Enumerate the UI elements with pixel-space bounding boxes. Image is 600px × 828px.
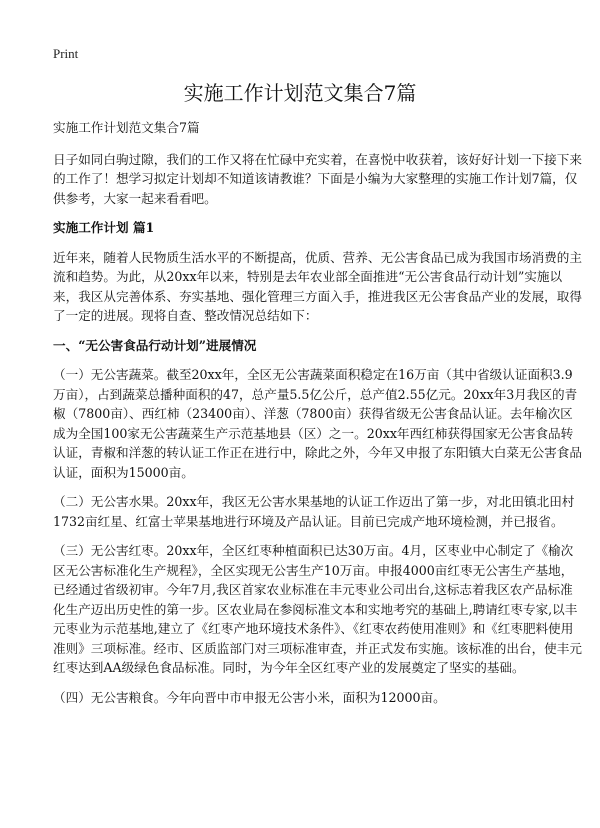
intro-paragraph: 日子如同白驹过隙，我们的工作又将在忙碌中充实着，在喜悦中收获着，该好好计划一下接下来的工作了！想学习拟定计划却不知道该请教谁？下面是小编为大家整理的实施工作计划7篇，仅供参考，大家一起来看看吧。 xyxy=(53,151,582,206)
paragraph-grain: （四）无公害粮食。今年向晋中市申报无公害小米，面积为12000亩。 xyxy=(53,689,446,705)
print-link[interactable]: Print xyxy=(53,46,79,61)
paragraph-fruits: （二）无公害水果。20xx年，我区无公害水果基地的认证工作迈出了第一步，对北田镇北田村1732亩红星、红富士苹果基地进行环境及产品认证。目前已完成产地环境检测，并已报省。 xyxy=(53,494,575,529)
page-title: 实施工作计划范文集合7篇 xyxy=(183,81,417,105)
section-intro-paragraph: 近年来，随着人民物质生活水平的不断提高，优质、营养、无公害食品已成为我国市场消费的主流和趋势。为此，从20xx年以来，特别是去年农业部全面推进“无公害食品行动计划”实施以来，我区从完善体系、夯实基地、强化管理三方面入手，推进我区无公害食品产业的发展，取得了一定的进展。现将自查、整改情况总结如下： xyxy=(53,249,582,323)
paragraph-jujube: （三）无公害红枣。20xx年，全区红枣种植面积已达30万亩。4月，区枣业中心制定了《榆次区无公害标准化生产规程》，全区实现无公害生产10万亩。申报4000亩红枣无公害生产基地，已经通过省级初审。今年7月,我区首家农业标准在丰元枣业公司出台,这标志着我区农产品标准化生产迈出历史性的第一步。区农业局在参阅标准文本和实地考究的基础上,聘请红枣专家,以丰元枣业为示范基地,建立了《红枣产地环境技术条件》、《红枣农药使用准则》和《红枣肥料使用准则》三项标准。经市、区质监部门对三项标准审查，并正式发布实施。该标准的出台，使丰元红枣达到AA级绿色食品标准。同时，为今年全区红枣产业的发展奠定了坚实的基础。 xyxy=(53,543,582,675)
paragraph-vegetables: （一）无公害蔬菜。截至20xx年，全区无公害蔬菜面积稳定在16万亩（其中省级认证面积3.9万亩），占到蔬菜总播种面积的47，总产量5.5亿公斤，总产值2.55亿元。20xx年3月我区的青椒（7800亩）、西红柿（23400亩）、洋葱（7800亩）获得省级无公害食品认证。去年榆次区成为全国100家无公害蔬菜生产示范基地县（区）之一。20xx年西红柿获得国家无公害食品转认证，青椒和洋葱的转认证工作正在进行中，除此之外，今年又申报了东阳镇大白菜无公害食品认证，面积为15000亩。 xyxy=(53,367,582,480)
document-body xyxy=(53,118,583,717)
subsection-heading: 一、“无公害食品行动计划”进展情况 xyxy=(53,337,257,353)
document-subtitle: 实施工作计划范文集合7篇 xyxy=(53,120,200,135)
section-heading: 实施工作计划 篇1 xyxy=(53,220,155,235)
